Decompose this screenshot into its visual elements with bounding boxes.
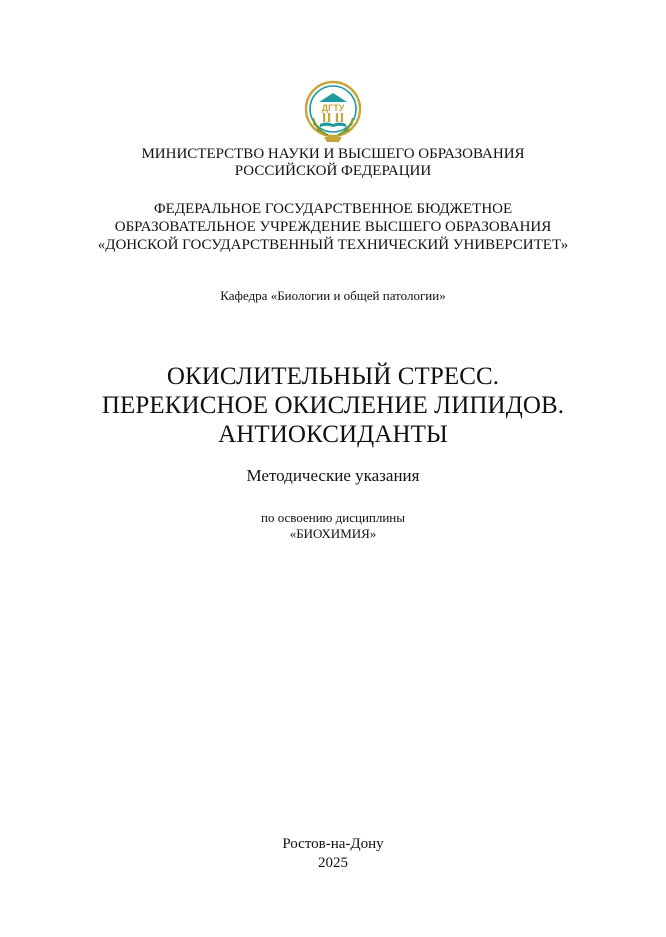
title-line-2: ПЕРЕКИСНОЕ ОКИСЛЕНИЕ ЛИПИДОВ. (101, 392, 565, 419)
institution-line-3: «ДОНСКОЙ ГОСУДАРСТВЕННЫЙ ТЕХНИЧЕСКИЙ УНИВЕРСИТЕТ» (97, 237, 569, 253)
logo-text: ДГТУ (321, 103, 345, 113)
discipline-info (0, 510, 666, 542)
publication-city: Ростов-на-Дону (282, 836, 384, 852)
discipline-line-2: «БИОХИМИЯ» (289, 526, 377, 541)
logo-book (320, 123, 346, 128)
publication-footer (0, 835, 666, 873)
institution-line-1: ФЕДЕРАЛЬНОЕ ГОСУДАРСТВЕННОЕ БЮДЖЕТНОЕ (153, 201, 513, 217)
logo-column (328, 113, 330, 122)
university-logo (302, 80, 364, 146)
logo-column (341, 113, 343, 122)
logo-roof (319, 93, 347, 102)
document-title (0, 362, 666, 449)
publication-year: 2025 (318, 855, 348, 871)
ministry-line-2: РОССИЙСКОЙ ФЕДЕРАЦИИ (234, 163, 432, 179)
discipline-line-1: по освоению дисциплины (260, 510, 405, 525)
logo-ribbon (324, 137, 342, 142)
institution-line-2: ОБРАЗОВАТЕЛЬНОЕ УЧРЕЖДЕНИЕ ВЫСШЕГО ОБРАЗОВАНИЯ (114, 219, 552, 235)
ministry-line-1: МИНИСТЕРСТВО НАУКИ И ВЫСШЕГО ОБРАЗОВАНИЯ (141, 146, 525, 162)
title-line-3: АНТИОКСИДАНТЫ (218, 421, 448, 448)
ministry-heading (0, 146, 666, 180)
title-line-1: ОКИСЛИТЕЛЬНЫЙ СТРЕСС. (166, 363, 500, 390)
document-subtitle: Методические указания (246, 466, 420, 485)
logo-column (323, 113, 325, 122)
logo-column (336, 113, 338, 122)
institution-heading (0, 200, 666, 254)
department-name: Кафедра «Биологии и общей патологии» (220, 288, 446, 303)
